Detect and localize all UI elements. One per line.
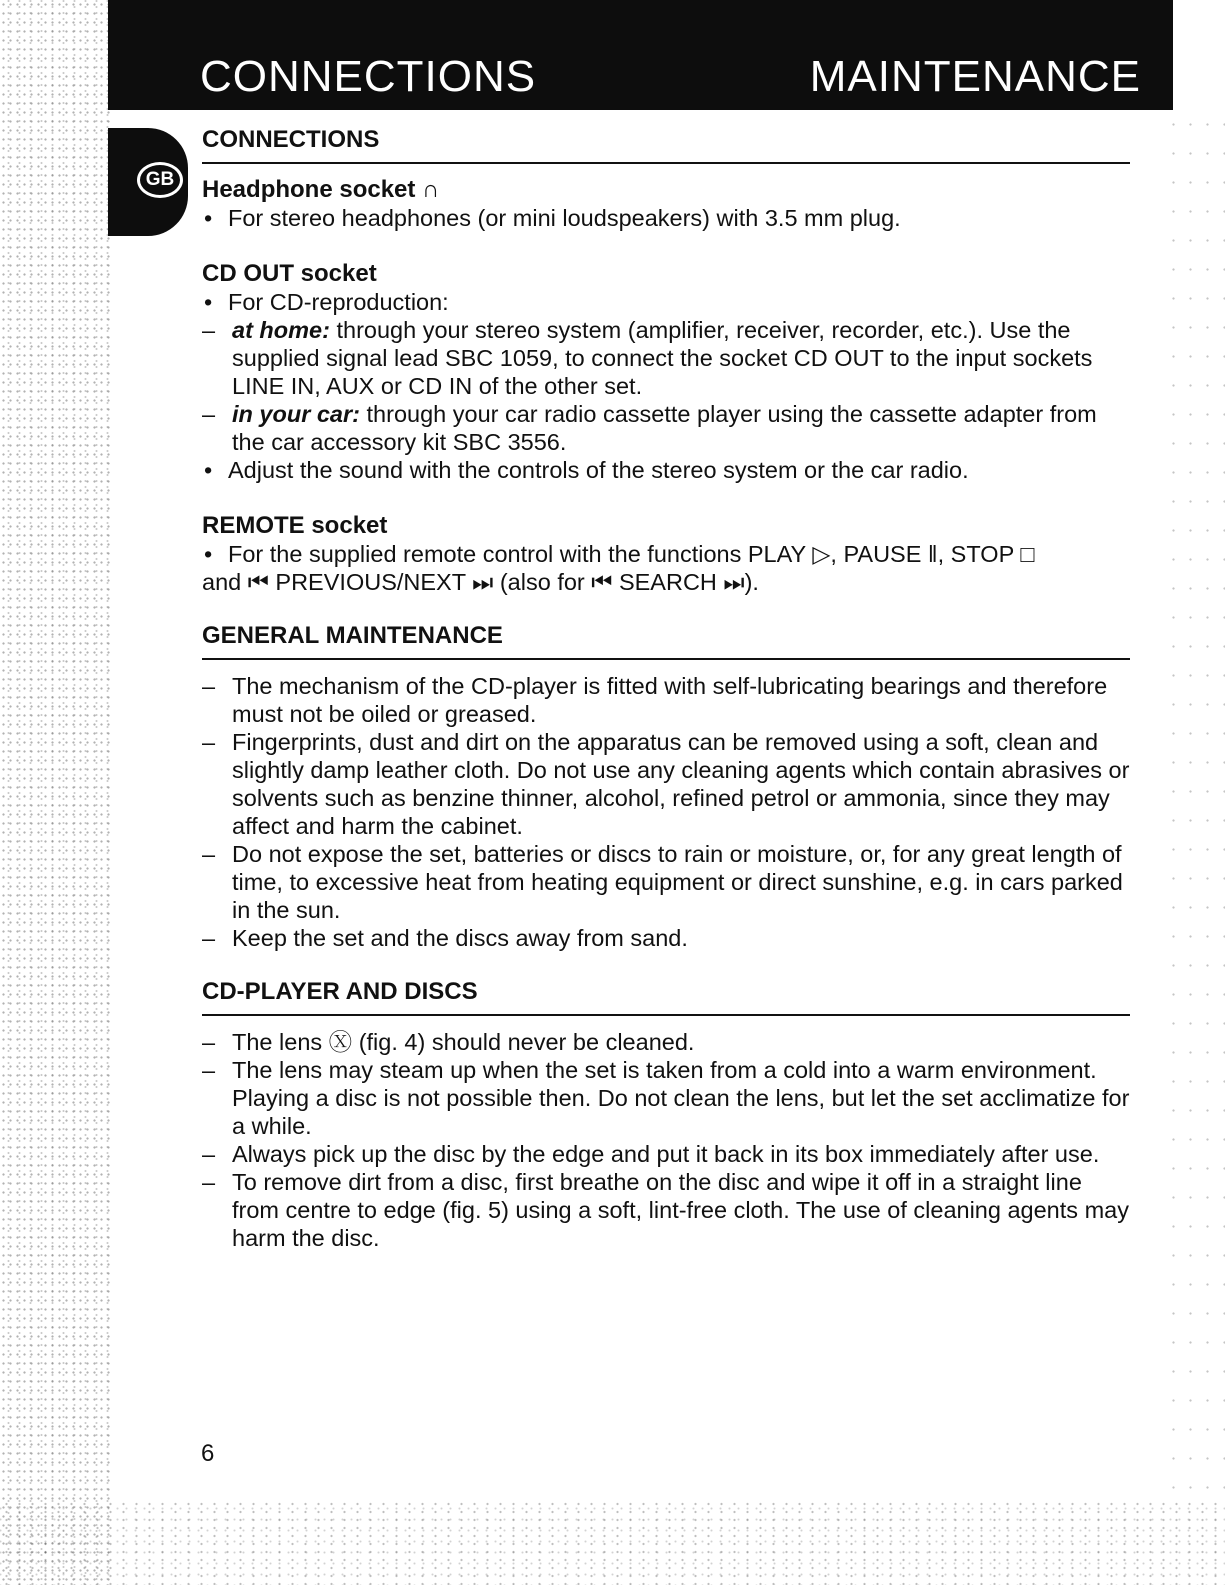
cd-out-title: CD OUT socket xyxy=(202,260,377,287)
headphone-socket-text: • For stereo headphones (or mini loudspeakers) with 3.5 mm plug. xyxy=(202,204,1130,232)
cd-out-home-label: at home: xyxy=(232,317,330,343)
connections-heading: CONNECTIONS xyxy=(202,126,1130,164)
cd-out-home xyxy=(202,316,1130,400)
general-maintenance-heading: GENERAL MAINTENANCE xyxy=(202,622,1130,660)
cd-out-home-text: through your stereo system (amplifier, receiver, recorder, etc.). Use the supplied signal lead SBC 1059, to connect the socket CD OUT to the input sockets LINE IN, AUX or CD IN of the other set. xyxy=(232,317,1093,399)
general-item: – Fingerprints, dust and dirt on the apparatus can be removed using a soft, clean and slightly damp leather cloth. Do not use any cleaning agents which contain abrasives or solvents such as benzine thinner, alcohol, refined petrol or ammonia, since they may affect and harm the cabinet. xyxy=(202,728,1130,840)
cd-player-item: – The lens may steam up when the set is taken from a cold into a warm environment. Playing a disc is not possible then. Do not clean the lens, but let the set acclimatize for a while. xyxy=(202,1056,1130,1140)
scan-noise-left xyxy=(0,0,112,1585)
cd-out-car-label: in your car: xyxy=(232,401,360,427)
headphone-socket-title: Headphone socket ∩ xyxy=(202,176,440,203)
scan-noise-right xyxy=(1165,110,1225,1510)
general-item: – The mechanism of the CD-player is fitted with self-lubricating bearings and therefore must not be oiled or greased. xyxy=(202,672,1130,728)
cd-out-bullet: • For CD-reproduction: xyxy=(202,288,1130,316)
general-item: – Keep the set and the discs away from sand. xyxy=(202,924,1130,952)
header-bar xyxy=(108,0,1173,110)
cd-player-item: – Always pick up the disc by the edge and put it back in its box immediately after use. xyxy=(202,1140,1130,1168)
cd-out-car xyxy=(202,400,1130,456)
language-badge: GB xyxy=(137,162,183,198)
page-number: 6 xyxy=(201,1440,215,1467)
cd-player-item: – To remove dirt from a disc, first breathe on the disc and wipe it off in a straight line from centre to edge (fig. 5) using a soft, lint-free cloth. The use of cleaning agents may harm the disc. xyxy=(202,1168,1130,1252)
remote-socket-line1: • For the supplied remote control with the functions PLAY ▷, PAUSE ‖, STOP □ xyxy=(202,540,1130,568)
header-title-left: CONNECTIONS xyxy=(200,52,537,101)
header-title-right: MAINTENANCE xyxy=(809,52,1141,101)
remote-socket-line2: and ⏮ PREVIOUS/NEXT ⏭ (also for ⏮ SEARCH ⏭). xyxy=(202,569,759,595)
cd-out-car-text: through your car radio cassette player using the cassette adapter from the car accessory kit SBC 3556. xyxy=(232,401,1097,455)
scan-noise-bottom xyxy=(0,1500,1225,1585)
cd-out-adjust: • Adjust the sound with the controls of the stereo system or the car radio. xyxy=(202,456,1130,484)
page-content xyxy=(202,120,1130,1252)
remote-socket-title: REMOTE socket xyxy=(202,512,388,539)
cd-player-heading: CD-PLAYER AND DISCS xyxy=(202,978,1130,1016)
cd-player-item: – The lens Ⓧ (fig. 4) should never be cleaned. xyxy=(202,1028,1130,1056)
general-item: – Do not expose the set, batteries or discs to rain or moisture, or, for any great length of time, to excessive heat from heating equipment or direct sunshine, e.g. in cars parked in the sun. xyxy=(202,840,1130,924)
